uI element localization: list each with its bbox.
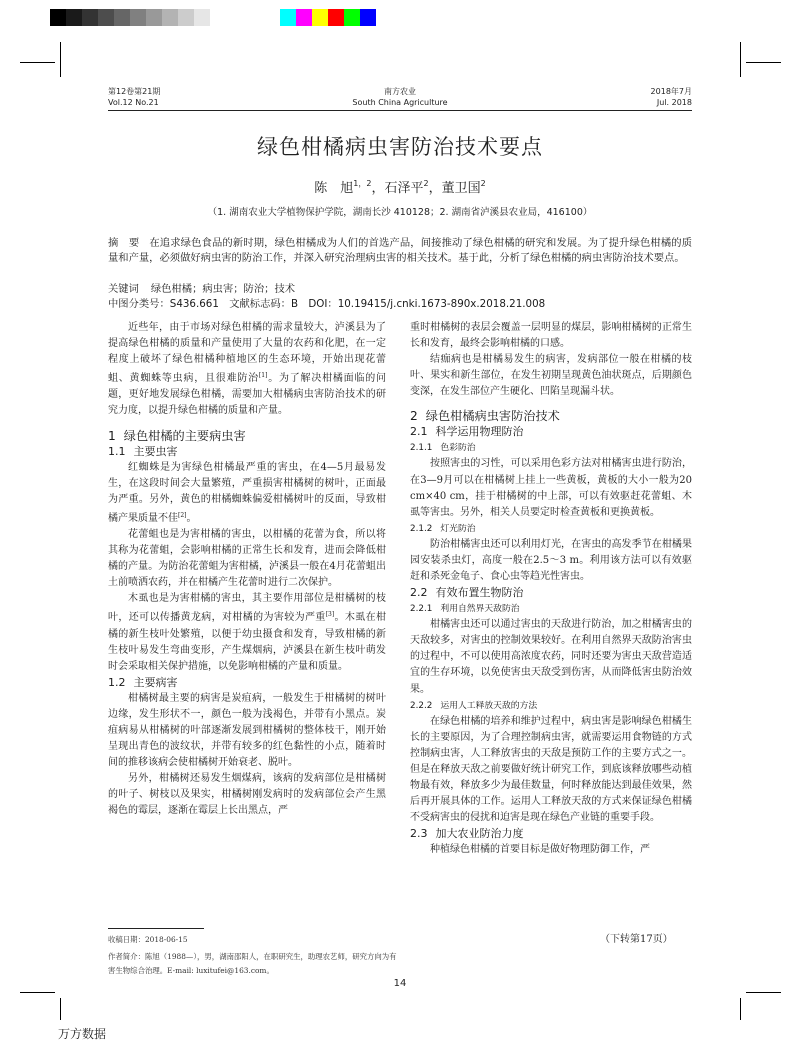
header-date-en: Jul. 2018: [656, 98, 692, 107]
paragraph-text: 红蜘蛛是为害绿色柑橘最严重的害虫，在4—5月最易发生，在这段时间会大量繁殖，严重损害柑橘树的树叶，正面最为严重。另外，黄色的柑橘蜘蛛偏爱柑橘树叶的反面，导致柑橘产果质量不佳: [108, 461, 386, 524]
section-title: 有效布置生物防治: [435, 586, 524, 600]
affiliation: （1. 湖南农业大学植物保护学院，湖南长沙 410128；2. 湖南省泸溪县农业局，416100）: [207, 207, 593, 218]
section-heading-h1: [108, 428, 386, 444]
body-paragraph: [108, 591, 386, 674]
paragraph-text: 。为了解决柑橘面临的问题，更好地发展绿色柑橘，需要加大柑橘病虫害防治技术的研究力度，以提升绿色柑橘的质量和产量。: [108, 373, 387, 417]
author-name: 董卫国: [441, 181, 481, 196]
author-affiliation-sup: 1，2: [353, 179, 372, 188]
color-swatch: [210, 9, 226, 26]
watermark-text: 万方数据: [58, 1027, 107, 1041]
continued-note: （下转第17页）: [600, 934, 673, 945]
body-paragraph: [108, 691, 386, 771]
color-swatch: [146, 9, 162, 26]
header-date: [592, 86, 692, 108]
printer-color-bar: [50, 9, 376, 26]
body-paragraph: [410, 537, 692, 585]
abstract-label: 摘 要: [108, 237, 140, 249]
color-swatch: [296, 9, 312, 26]
section-title: 灯光防治: [440, 523, 476, 534]
header-journal-cn: 南方农业: [384, 87, 416, 96]
keywords-text: 绿色柑橘；病虫害；防治；技术: [150, 283, 296, 295]
author-list: [0, 177, 800, 196]
header-journal: [300, 86, 500, 108]
crop-mark-bottom-left-v: [60, 998, 61, 1020]
header-rule: [108, 110, 692, 111]
paragraph-text: 花蕾蛆也是为害柑橘的害虫，以柑橘的花蕾为食，所以将其称为花蕾蛆，会影响柑橘的正常生长和发育，进而会降低柑橘的产量。为防治花蕾蛆为害柑橘，泸溪县一般在4月花蕾蛆出土前喷洒农药，并在柑橘产生花蕾时进行二次保护。: [108, 528, 386, 589]
color-swatch: [178, 9, 194, 26]
paragraph-text: 在绿色柑橘的培养和维护过程中，病虫害是影响绿色柑橘生长的主要原因，为了合理控制病虫害，就需要运用食物链的方式控制病虫害，人工释放害虫的天敌是预防工作的主要方式之一。但是在释放天敌之前要做好统计研究工作，到底该释放哪些动植物最有效，释放多少为最佳数量，何时释放能达到最佳效果，然后再开展具体的工作。运用人工释放天敌的方式来保证绿色柑橘不受病害虫的侵扰和迫害是现在绿色产业链的重要手段。: [410, 715, 692, 824]
author-name: 陈 旭: [314, 181, 354, 196]
crop-mark-top-left-v: [60, 42, 61, 77]
color-swatch: [194, 9, 210, 26]
section-title: 主要虫害: [133, 444, 178, 458]
author-separator: ，: [428, 181, 442, 196]
body-column-left: [108, 320, 386, 820]
section-number: 1.1: [108, 444, 126, 458]
color-swatch: [66, 9, 82, 26]
author-name: 石泽平: [384, 181, 424, 196]
color-swatch: [130, 9, 146, 26]
body-paragraph: [410, 617, 692, 697]
crop-mark-top-right-h: [746, 62, 781, 63]
color-swatch: [328, 9, 344, 26]
section-number: 2.2.2: [410, 700, 433, 711]
footnote-author: 作者简介：陈旭（1988—），男，湖南邵阳人，在职研究生，助理农艺师，研究方向为有害生物综合治理。E-mail: luxitufei@163.com。: [108, 952, 397, 975]
footnote-received: 收稿日期：2018-06-15: [108, 935, 188, 944]
author-affiliation-sup: 2: [480, 179, 486, 188]
paragraph-text: 结痂病也是柑橘易发生的病害，发病部位一般在柑橘的枝叶、果实和新生部位，在发生初期呈现黄色油状斑点，后期颜色变深，在发生部位产生硬化、凹陷呈现漏斗状。: [410, 354, 692, 398]
section-title: 加大农业防治力度: [435, 827, 524, 841]
color-swatch: [312, 9, 328, 26]
section-title: 绿色柑橘病虫害防治技术: [425, 409, 560, 424]
paragraph-text: 。: [186, 512, 197, 524]
citation-ref: [3]: [325, 611, 335, 619]
section-heading-h2: [410, 826, 692, 842]
color-swatch: [98, 9, 114, 26]
footnote-rule: [108, 928, 204, 929]
section-heading-h1: [410, 408, 692, 424]
section-number: 2.3: [410, 827, 428, 841]
section-heading-h2: [410, 585, 692, 601]
section-title: 主要病害: [133, 675, 178, 689]
section-title: 科学运用物理防治: [435, 425, 524, 439]
paragraph-text: 重时柑橘树的表层会覆盖一层明显的煤层，影响柑橘树的正常生长和发育，最终会影响柑橘的口感。: [410, 322, 692, 350]
paragraph-text: 种植绿色柑橘的首要目标是做好物理防御工作，严: [430, 844, 650, 856]
section-title: 色彩防治: [440, 443, 476, 454]
paragraph-text: 柑橘害虫还可以通过害虫的天敌进行防治，加之柑橘害虫的天敌较多，对害虫的控制效果较好。在利用自然界天敌防治害虫的过程中，不可以使用高浓度农药，同时还要为害虫天敌营造适宜的生存环境，以免使害虫天敌受到伤害，从而降低害虫防治效果。: [410, 619, 692, 695]
author-separator: ，: [371, 181, 385, 196]
body-paragraph: [410, 714, 692, 827]
section-number: 2.1.1: [410, 443, 433, 454]
paragraph-text: 另外，柑橘树还易发生烟煤病，该病的发病部位是柑橘树的叶子、树枝以及果实，柑橘树刚发病时的发病部位会产生黑褐色的霉层，逐渐在霉层上长出黑点，严: [108, 773, 386, 817]
color-bar-gap: [226, 9, 280, 26]
crop-mark-bottom-right-v: [740, 998, 741, 1020]
section-heading-h2: [108, 675, 386, 691]
section-title: 绿色柑橘的主要病虫害: [123, 428, 246, 443]
paragraph-text: 柑橘树最主要的病害是炭疽病，一般发生于柑橘树的树叶边缘，发生形状不一，颜色一般为浅褐色，并带有小黑点。炭疽病易从柑橘树的叶部逐渐发展到柑橘树的整体枝干，刚开始呈现出青色的波纹状，并带有较多的红色黏性的小点，随着时间的推移该病会使柑橘树开始衰老、脱叶。: [108, 692, 386, 769]
section-heading-h3: [410, 601, 692, 617]
paragraph-text: 木虱也是为害柑橘的害虫，其主要作用部位是柑橘树的枝叶，还可以传播黄龙病，对柑橘的为害较为严重: [108, 593, 386, 624]
body-paragraph: [410, 456, 692, 520]
crop-mark-top-left-h: [20, 62, 55, 63]
citation-ref: [1]: [258, 372, 268, 380]
section-heading-h3: [410, 440, 692, 456]
section-heading-h3: [410, 698, 692, 714]
section-number: 2.1.2: [410, 523, 433, 534]
crop-mark-top-right-v: [740, 42, 741, 77]
section-heading-h3: [410, 521, 692, 537]
color-swatch: [280, 9, 296, 26]
body-paragraph: [410, 842, 692, 858]
article-title: 绿色柑橘病虫害防治技术要点: [257, 135, 543, 159]
section-heading-h2: [410, 424, 692, 440]
section-number: 1.2: [108, 675, 126, 689]
body-paragraph: [410, 352, 692, 400]
author-affiliation-sup: 2: [423, 179, 429, 188]
keywords-label: 关键词: [108, 283, 139, 295]
section-number: 2.1: [410, 425, 428, 439]
header-date-cn: 2018年7月: [650, 87, 692, 96]
header-issue-en: Vol.12 No.21: [108, 98, 159, 107]
page-number: 14: [393, 978, 407, 989]
section-number: 2.2: [410, 586, 428, 600]
body-paragraph: [108, 771, 386, 819]
header-issue-cn: 第12卷第21期: [108, 87, 161, 96]
header-journal-en: South China Agriculture: [352, 98, 448, 107]
section-title: 运用人工释放天敌的方法: [440, 700, 538, 711]
keywords: [108, 282, 692, 297]
section-heading-h2: [108, 444, 386, 460]
color-swatch: [114, 9, 130, 26]
section-number: 2.2.1: [410, 604, 433, 615]
paragraph-text: 按照害虫的习性，可以采用色彩方法对柑橘害虫进行防治，在3—9月可以在柑橘树上挂上一些黄板，黄板的大小一般为20 cm×40 cm，挂于柑橘树的中上部，可以有效驱赶花蕾蛆、木虱等害虫。另外，相关人员要定时检查黄板和更换黄板。: [410, 458, 692, 518]
section-title: 利用自然界天敌防治: [440, 604, 520, 615]
color-swatch: [344, 9, 360, 26]
color-swatch: [82, 9, 98, 26]
body-column-right: [410, 320, 692, 858]
classification-line: 中图分类号：S436.661 文献标志码：B DOI：10.19415/j.cnki.1673-890x.2018.21.008: [108, 298, 546, 310]
color-swatch: [360, 9, 376, 26]
section-number: 1: [108, 428, 116, 443]
header-issue: [108, 86, 160, 108]
paragraph-text: 防治柑橘害虫还可以利用灯光，在害虫的高发季节在柑橘果园安装杀虫灯，高度一般在2.5～3 m。利用该方法可以有效驱赶和杀死金龟子、食心虫等趋光性害虫。: [410, 538, 692, 583]
citation-ref: [2]: [178, 511, 187, 519]
body-paragraph: [108, 527, 386, 591]
paragraph-text: 近些年，由于市场对绿色柑橘的需求量较大，泸溪县为了提高绿色柑橘的质量和产量使用了大量的农药和化肥，在一定程度上破坏了绿色柑橘种植地区的生态环境，开始出现花蕾蛆、黄蜘蛛等虫病，且很难防治: [108, 322, 386, 385]
body-paragraph: [108, 460, 386, 527]
abstract-text: 在追求绿色食品的新时期，绿色柑橘成为人们的首选产品，间接推动了绿色柑橘的研究和发展。为了提升绿色柑橘的质量和产量，必须做好病虫害的防治工作，并深入研究治理病虫害的相关技术。基于此，分析了绿色柑橘的病虫害防治技术要点。: [108, 237, 693, 264]
abstract: [108, 236, 692, 266]
body-paragraph: [108, 320, 386, 420]
color-swatch: [50, 9, 66, 26]
color-swatch: [162, 9, 178, 26]
section-number: 2: [410, 409, 418, 424]
crop-mark-bottom-left-h: [20, 992, 55, 993]
paragraph-text: 。木虱在柑橘的新生枝叶处繁殖，以便于幼虫摄食和发育，导致柑橘的新生枝叶易发生弯曲变形，产生煤烟病，泸溪县在新生枝叶萌发时会采取相关保护措施，以免影响柑橘的产量和质量。: [108, 612, 387, 672]
body-paragraph: [410, 320, 692, 352]
crop-mark-bottom-right-h: [746, 992, 781, 993]
